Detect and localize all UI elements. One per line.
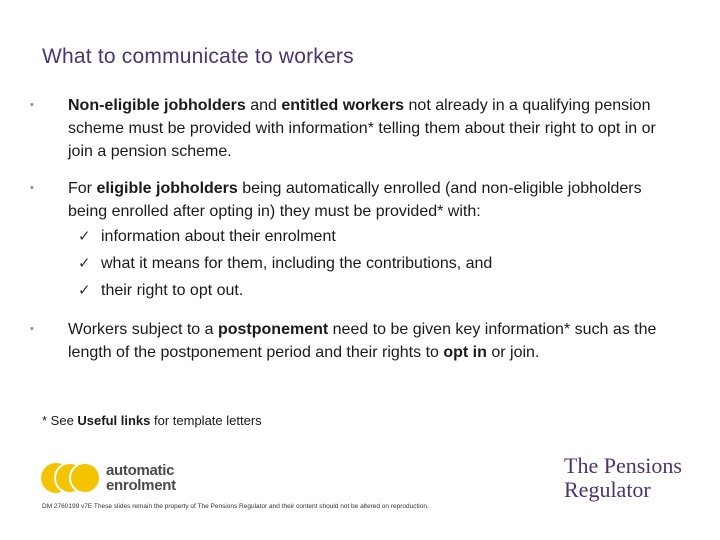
bullet-item-1 [30, 94, 680, 163]
checklist-item [68, 250, 680, 277]
checklist-item [68, 277, 680, 304]
bullet-dot-icon: • [30, 323, 34, 335]
useful-links-link[interactable]: Useful links [77, 413, 151, 428]
checklist-item-text: their right to opt out. [101, 282, 244, 299]
bullet-dot-icon: • [30, 99, 34, 111]
automatic-enrolment-logo [40, 460, 200, 500]
slide-title: What to communicate to workers [42, 45, 354, 68]
checklist-item-text: what it means for them, including the contributions, and [101, 255, 493, 272]
disclaimer-text: DM 2760199 v7E These slides remain the property of The Pensions Regulator and their content should not be altered on reproduction. [42, 503, 429, 510]
bullet-1-text: Non-eligible jobholders and entitled workers not already in a qualifying pension scheme must be provided with information* telling them about their right to opt in or join a pension scheme. [68, 97, 656, 160]
logo-circles-icon [40, 460, 104, 496]
bullet-item-3 [30, 318, 680, 364]
bullet-list [30, 94, 680, 378]
pensions-regulator-logo: The Pensions Regulator [564, 453, 682, 502]
bullet-3-text: Workers subject to a postponement need to be given key information* such as the length of the postponement period and their rights to opt in or join. [68, 321, 657, 361]
checklist-item-text: information about their enrolment [101, 228, 336, 245]
bullet-dot-icon: • [30, 182, 34, 194]
logo-wordmark: automatic enrolment [106, 462, 176, 494]
footnote: * See Useful links for template letters [42, 413, 262, 428]
check-mark-icon: ✓ [78, 282, 91, 299]
checklist [68, 223, 680, 304]
check-mark-icon: ✓ [78, 228, 91, 245]
checklist-item [68, 223, 680, 250]
bullet-item-2 [30, 177, 680, 304]
check-mark-icon: ✓ [78, 255, 91, 272]
bullet-2-text: For eligible jobholders being automatically enrolled (and non-eligible jobholders being enrolled after opting in) they must be provided* with: [68, 180, 642, 220]
